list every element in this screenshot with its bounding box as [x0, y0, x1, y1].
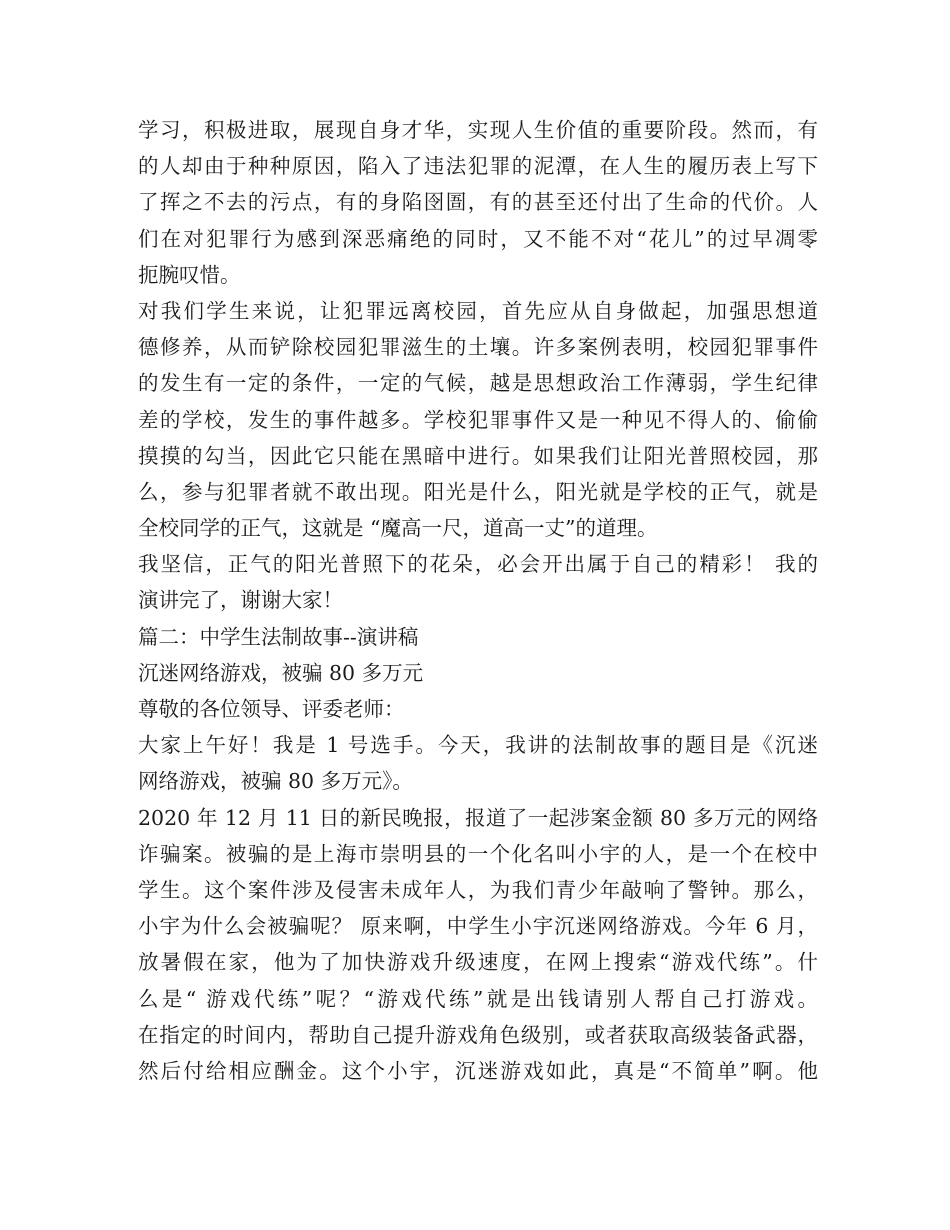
text-line: 然后付给相应酬金。这个小宇，沉迷游戏如此，真是“不简单”啊。他	[138, 1058, 818, 1083]
text-line: 德修养，从而铲除校园犯罪滋生的土壤。许多案例表明，校园犯罪事件	[138, 335, 818, 360]
text-line: 大家上午好！我是 1 号选手。今天，我讲的法制故事的题目是《沉迷	[138, 733, 818, 758]
text-line: 们在对犯罪行为感到深恶痛绝的同时，又不能不对“花儿”的过早凋零	[138, 226, 818, 251]
text-line: 摸摸的勾当，因此它只能在黑暗中进行。如果我们让阳光普照校园，那	[138, 443, 818, 468]
text-line: 我坚信，正气的阳光普照下的花朵，必会开出属于自己的精彩！ 我的	[138, 552, 818, 577]
text-line: 么是“ 游戏代练”呢？“游戏代练”就是出钱请别人帮自己打游戏。	[138, 986, 818, 1011]
text-line: 学生。这个案件涉及侵害未成年人，为我们青少年敲响了警钟。那么，	[138, 877, 818, 902]
text-line: 全校同学的正气，这就是 “魔高一尺，道高一丈”的道理。	[138, 516, 658, 541]
text-line: 了挥之不去的污点，有的身陷囹圄，有的甚至还付出了生命的代价。人	[138, 190, 818, 215]
text-line: 的发生有一定的条件，一定的气候，越是思想政治工作薄弱，学生纪律	[138, 371, 818, 396]
document-body	[138, 112, 818, 1089]
salutation: 尊敬的各位领导、评委老师：	[138, 697, 405, 721]
text-line: 对我们学生来说，让犯罪远离校园，首先应从自身做起，加强思想道	[138, 298, 818, 323]
text-line: 扼腕叹惜。	[138, 262, 241, 287]
section-heading: 篇二：中学生法制故事--演讲稿	[138, 624, 419, 649]
story-title: 沉迷网络游戏，被骗 80 多万元	[138, 660, 424, 685]
text-line: 2020 年 12 月 11 日的新民晚报，报道了一起涉案金额 80 多万元的网络	[138, 805, 818, 830]
text-line: 学习，积极进取，展现自身才华，实现人生价值的重要阶段。然而，有	[138, 118, 818, 142]
text-line: 诈骗案。被骗的是上海市崇明县的一个化名叫小宇的人，是一个在校中	[138, 841, 818, 866]
text-line: 小宇为什么会被骗呢？ 原来啊，中学生小宇沉迷网络游戏。今年 6 月，	[138, 914, 818, 939]
text-line: 的人却由于种种原因，陷入了违法犯罪的泥潭，在人生的履历表上写下	[138, 154, 818, 179]
text-line: 放暑假在家，他为了加快游戏升级速度，在网上搜索“游戏代练”。什	[138, 950, 818, 975]
text-line: 么，参与犯罪者就不敢出现。阳光是什么，阳光就是学校的正气，就是	[138, 479, 818, 504]
text-line: 在指定的时间内，帮助自己提升游戏角色级别，或者获取高级装备武器，	[138, 1022, 818, 1047]
text-line: 演讲完了，谢谢大家！	[138, 588, 343, 613]
text-line: 差的学校，发生的事件越多。学校犯罪事件又是一种见不得人的、偷偷	[138, 407, 818, 432]
text-line: 网络游戏，被骗 80 多万元》。	[138, 769, 413, 794]
